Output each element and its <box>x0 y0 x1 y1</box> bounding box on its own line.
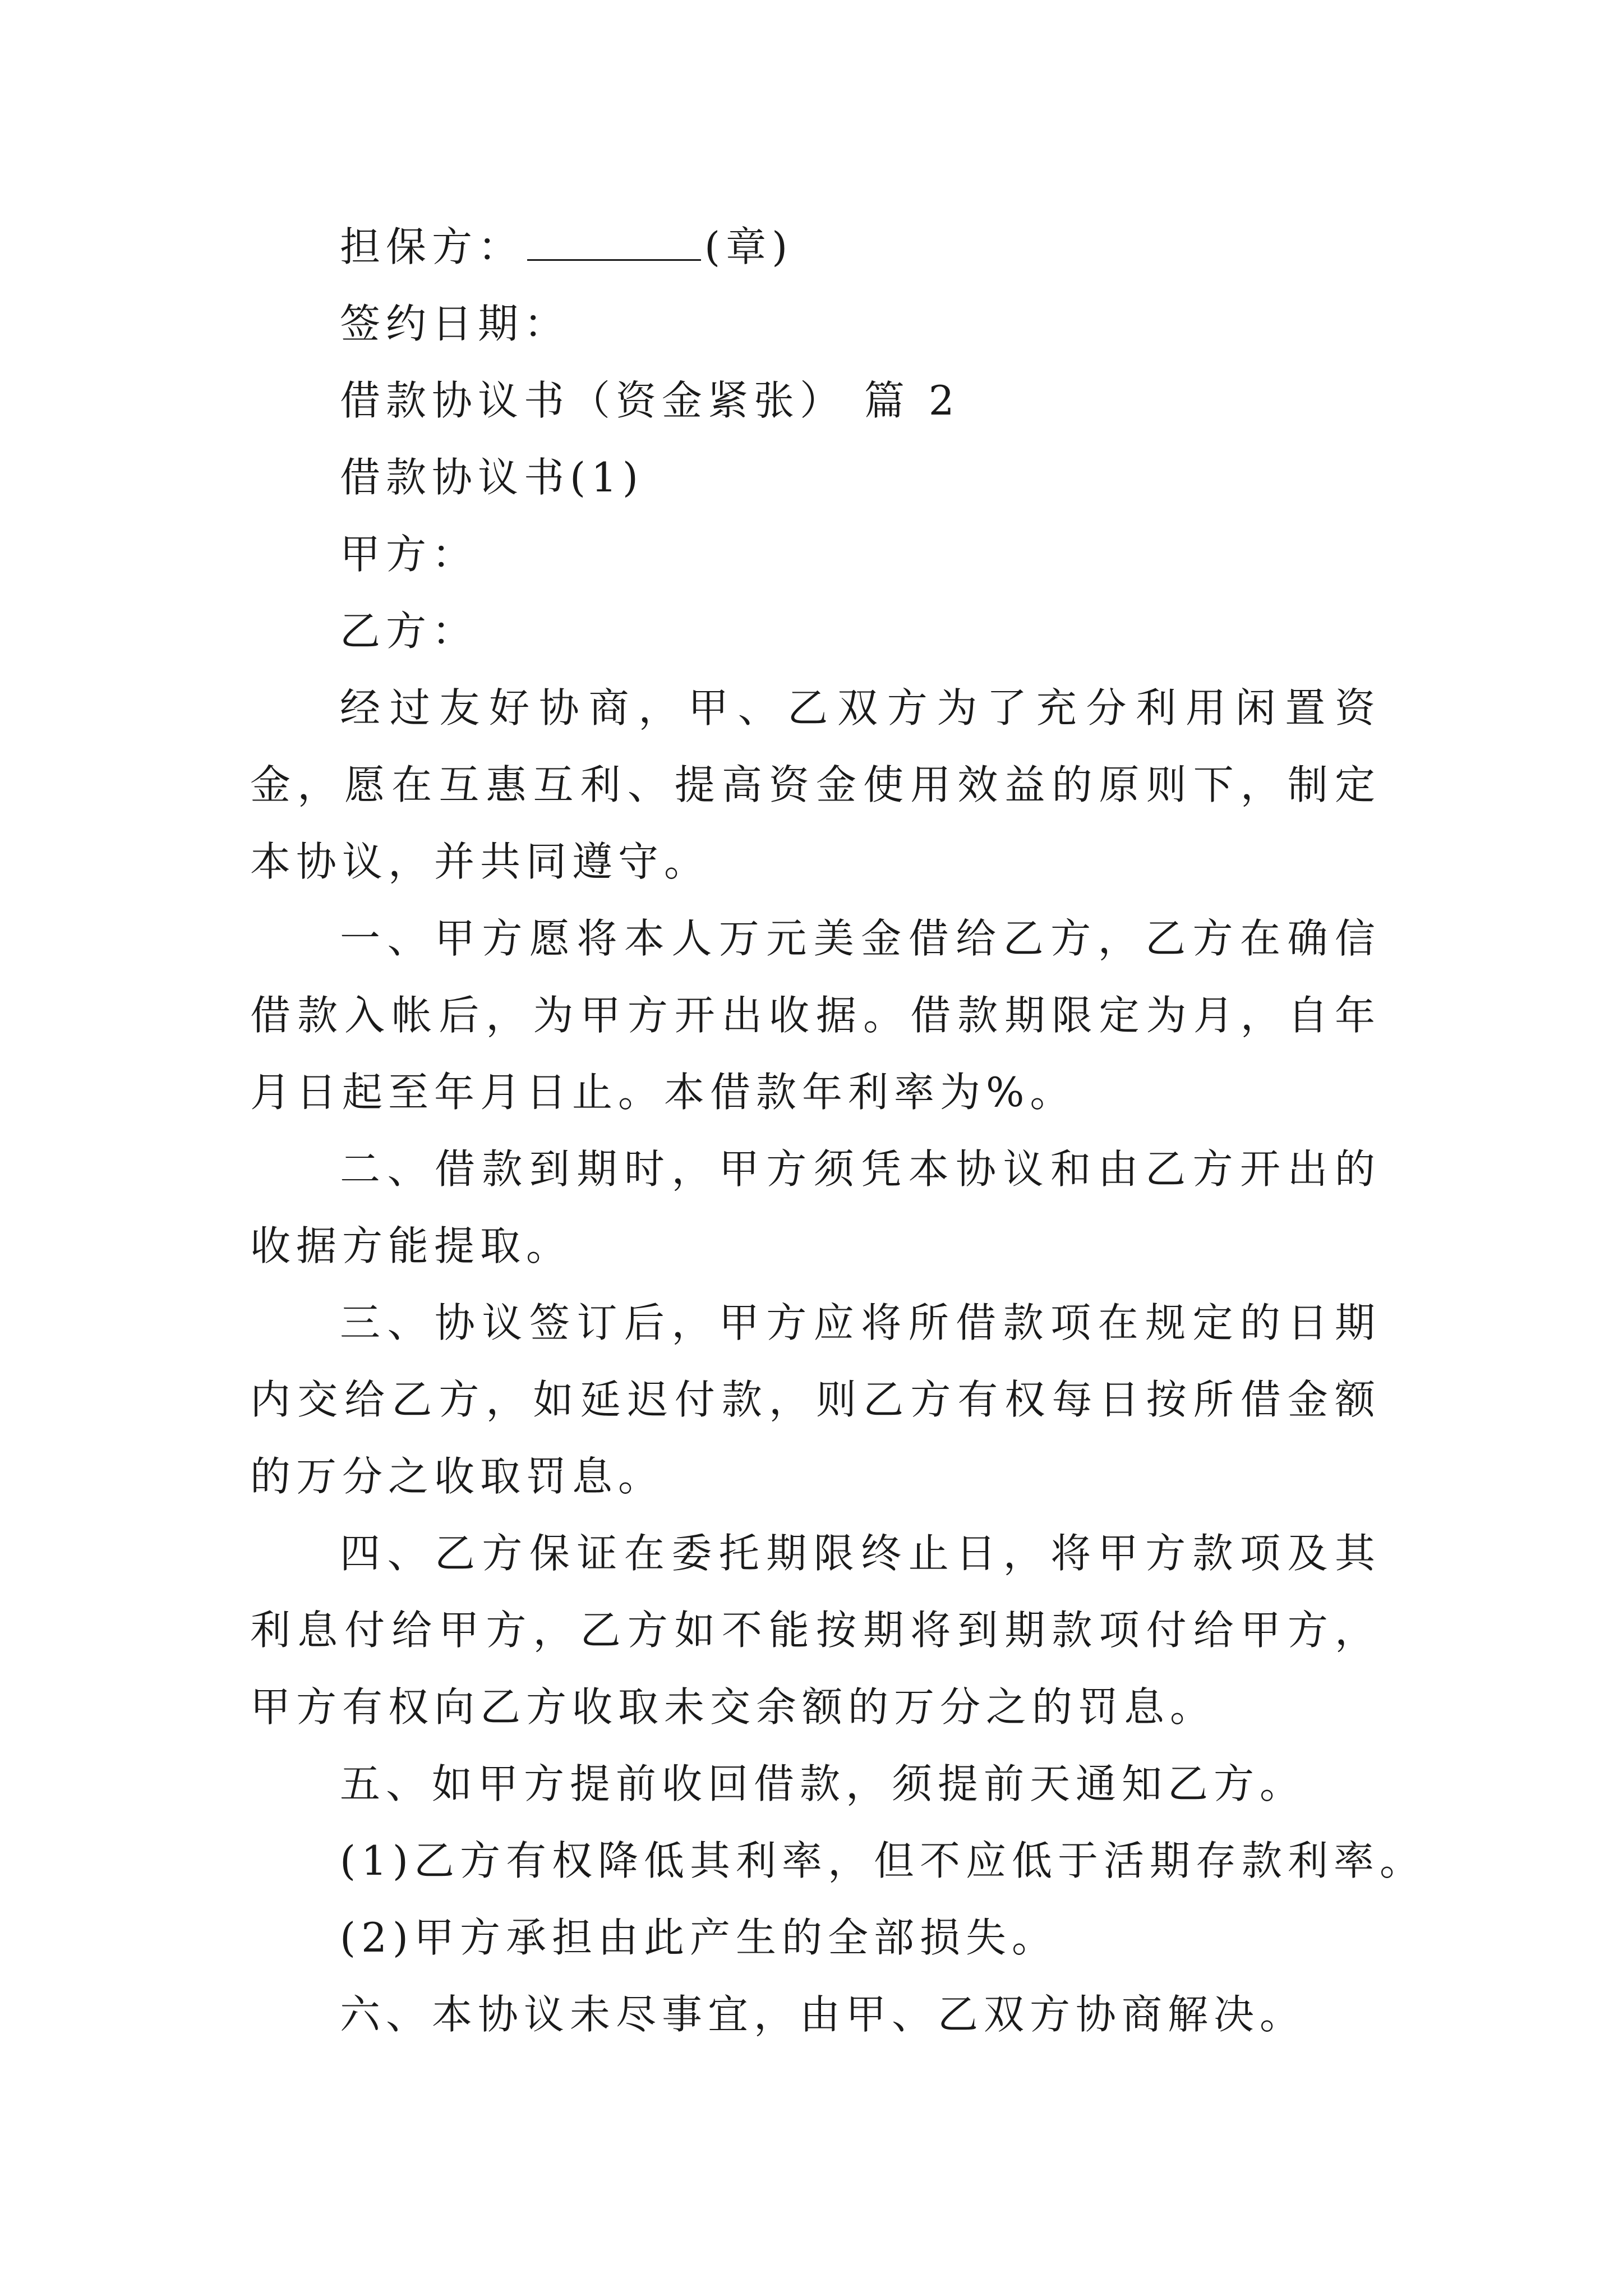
clause-5: 五、如甲方提前收回借款，须提前天通知乙方。 <box>340 1760 1306 1807</box>
section-title: 借款协议书（资金紧张） 篇 2 <box>340 377 960 424</box>
guarantor-line <box>250 209 1381 286</box>
clause-3: 三、协议签订后，甲方应将所借款项在规定的日期内交给乙方，如延迟付款，则乙方有权每日按所借金额的万分之收取罚息。 <box>250 1299 1381 1500</box>
guarantor-blank <box>527 219 701 261</box>
guarantor-label: 担保方： <box>340 223 524 270</box>
sign-date-line: 签约日期： <box>340 300 570 347</box>
clause-6: 六、本协议未尽事宜，由甲、乙双方协商解决。 <box>340 1991 1306 2038</box>
clause-4: 四、乙方保证在委托期限终止日，将甲方款项及其利息付给甲方，乙方如不能按期将到期款项付给甲方，甲方有权向乙方收取未交余额的万分之的罚息。 <box>250 1530 1381 1731</box>
party-a-line: 甲方： <box>340 531 478 578</box>
clause-2: 二、借款到期时，甲方须凭本协议和由乙方开出的收据方能提取。 <box>250 1145 1381 1269</box>
document-body <box>250 209 1426 2053</box>
guarantor-seal: (章) <box>704 223 794 270</box>
document-subtitle: 借款协议书(1) <box>340 454 644 501</box>
clause-5-item-1: (1)乙方有权降低其利率，但不应低于活期存款利率。 <box>340 1837 1426 1884</box>
party-b-line: 乙方： <box>340 608 478 655</box>
intro-paragraph: 经过友好协商，甲、乙双方为了充分利用闲置资金，愿在互惠互利、提高资金使用效益的原则下，制定本协议，并共同遵守。 <box>250 684 1381 885</box>
clause-1: 一、甲方愿将本人万元美金借给乙方，乙方在确信借款入帐后，为甲方开出收据。借款期限定为月，自年月日起至年月日止。本借款年利率为%。 <box>250 915 1381 1116</box>
clause-5-item-2: (2)甲方承担由此产生的全部损失。 <box>340 1914 1058 1961</box>
